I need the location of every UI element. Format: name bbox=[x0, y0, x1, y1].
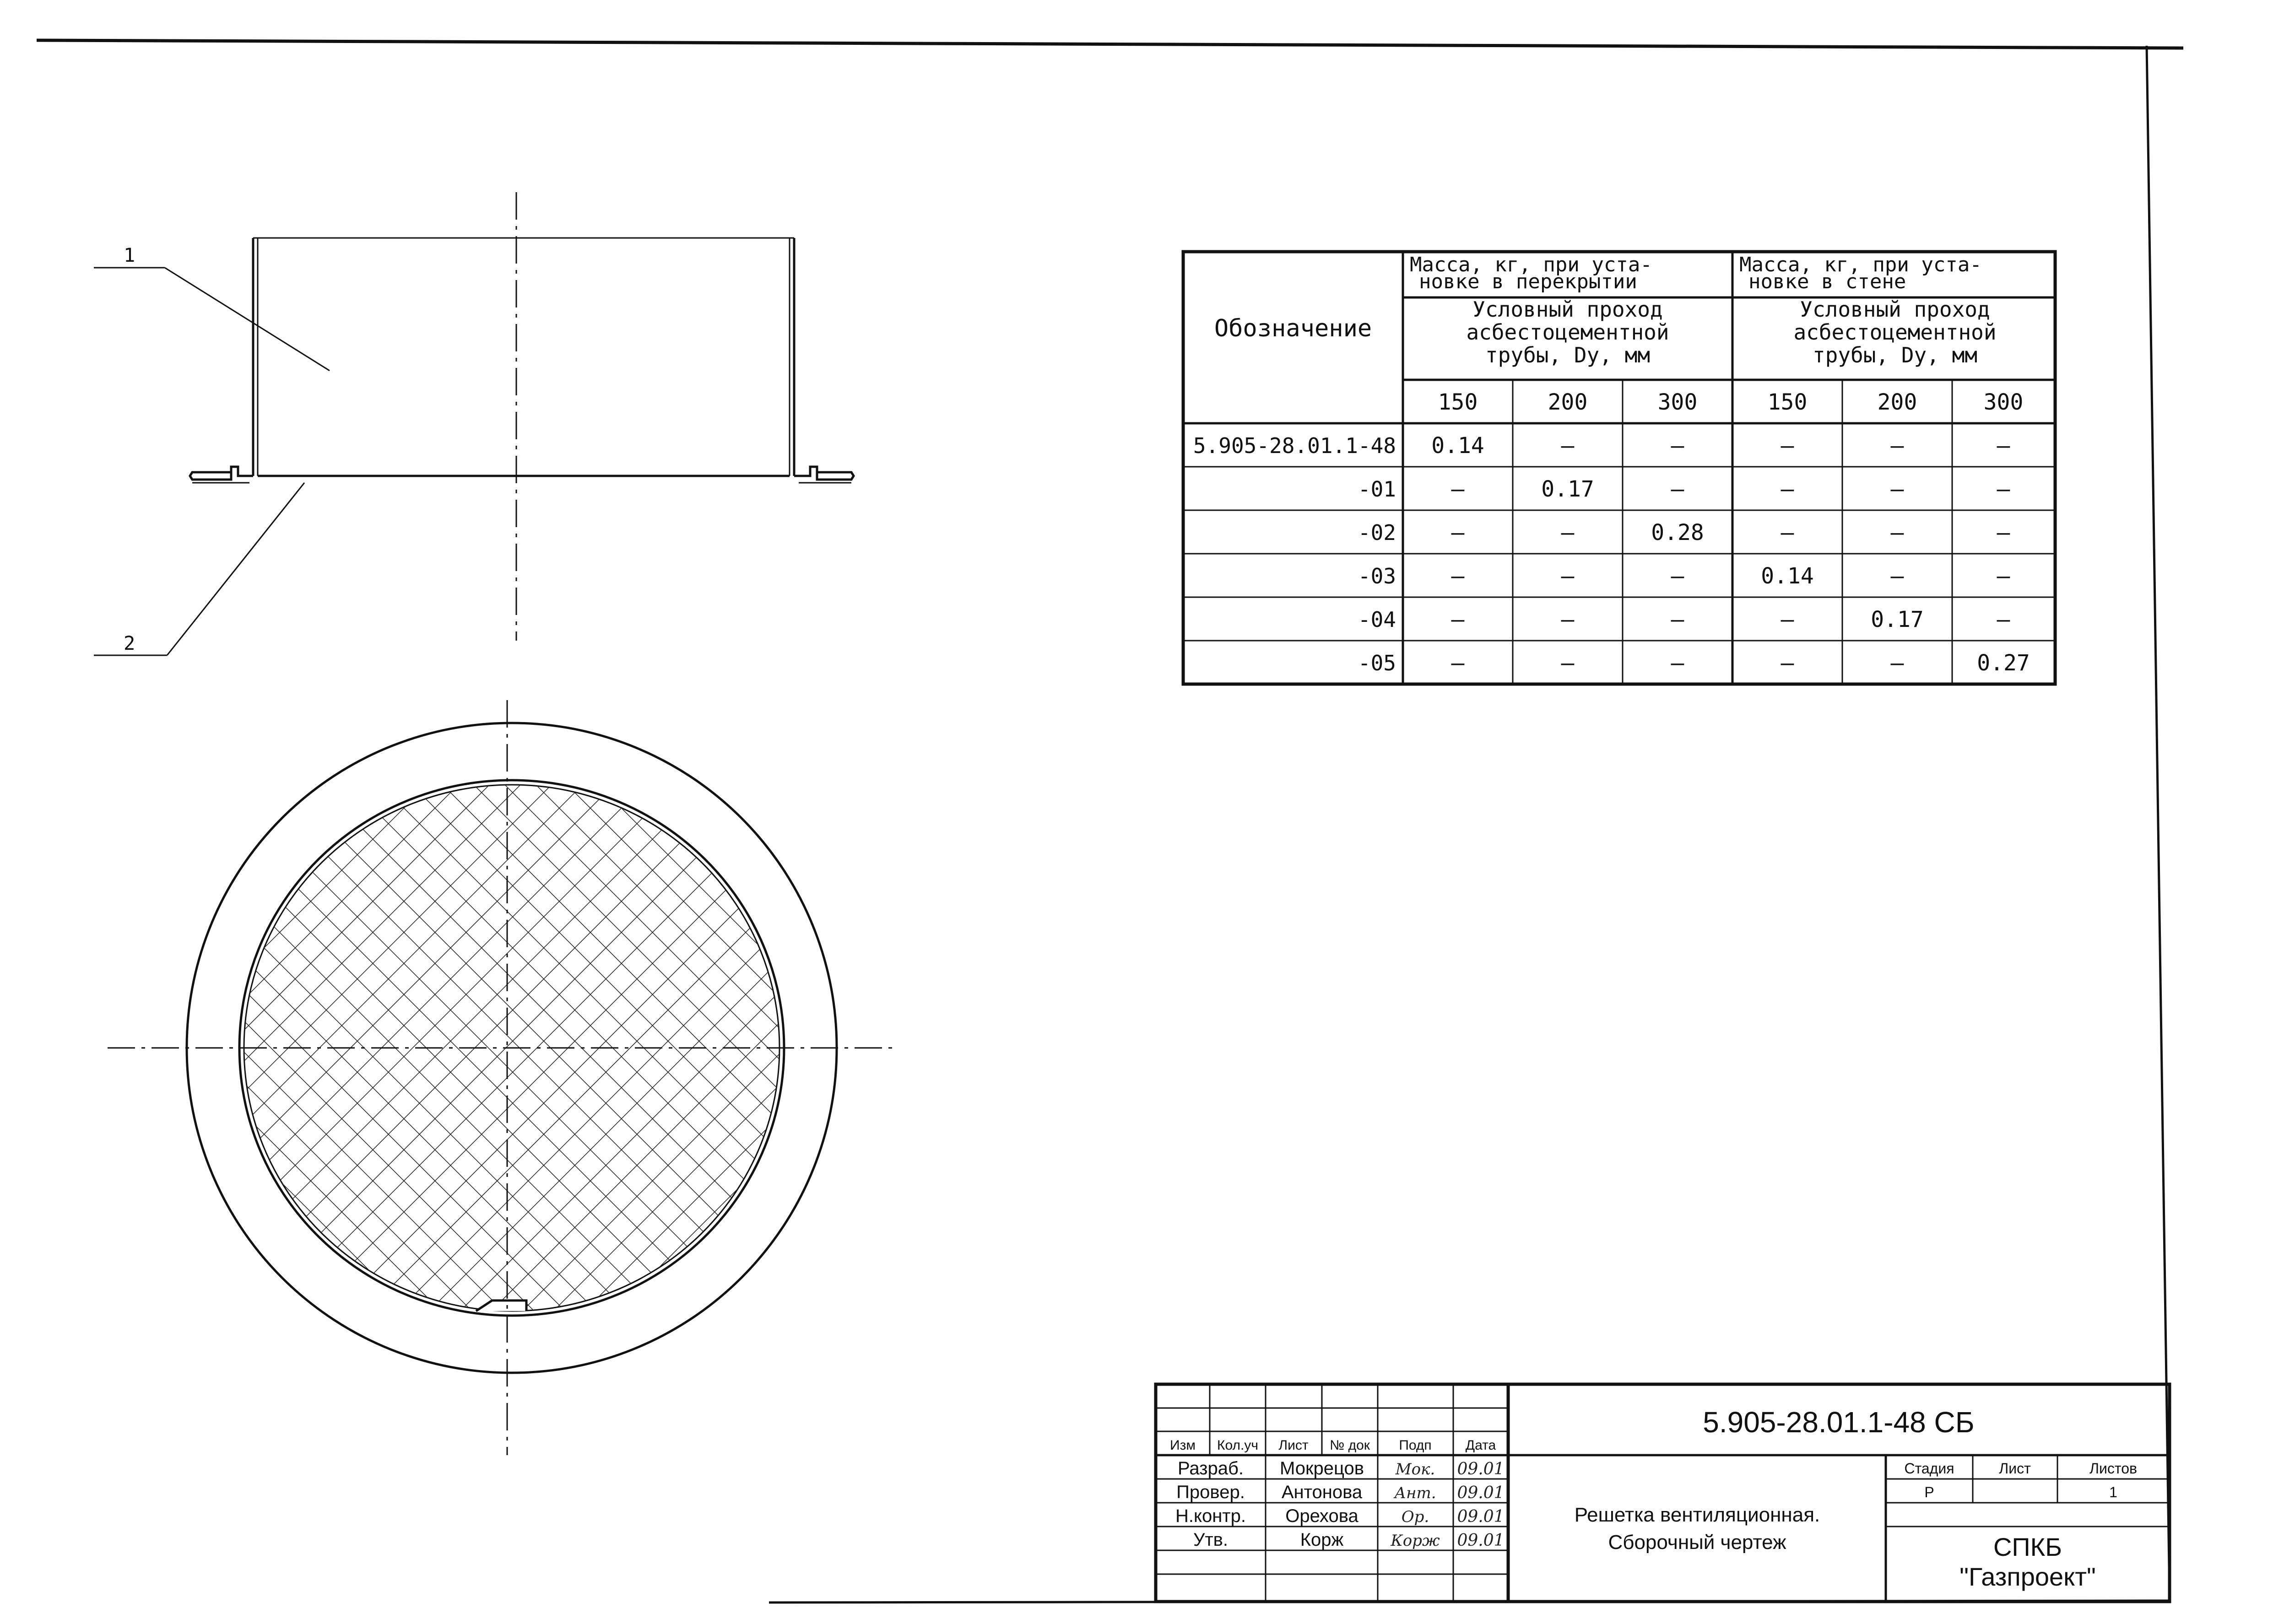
signature-role: Н.контр. bbox=[1175, 1506, 1246, 1526]
empty-cell: — bbox=[1890, 520, 1904, 545]
empty-cell: — bbox=[1781, 433, 1794, 459]
row-designation: -01 bbox=[1358, 477, 1396, 502]
ceiling-title-2: новке в перекрытии bbox=[1419, 270, 1637, 293]
wall-title-1: Масса, кг, при уста- bbox=[1739, 253, 1982, 276]
ceiling-title-1: Масса, кг, при уста- bbox=[1410, 253, 1652, 276]
title-block-col-header: Лист bbox=[1278, 1438, 1309, 1453]
sheets-value: 1 bbox=[2109, 1484, 2117, 1500]
title-block-signatures bbox=[1175, 1458, 1505, 1550]
handwritten-signature: Ант. bbox=[1394, 1484, 1436, 1502]
left-flange bbox=[190, 467, 253, 480]
row-designation: 5.905-28.01.1-48 bbox=[1193, 433, 1396, 458]
ceiling-sub-1: Условный проход bbox=[1472, 297, 1663, 322]
sheet-label: Лист bbox=[1999, 1460, 2031, 1477]
empty-cell: — bbox=[1997, 607, 2010, 632]
handwritten-signature: Мок. bbox=[1395, 1460, 1435, 1478]
sheets-label: Листов bbox=[2089, 1460, 2137, 1477]
empty-cell: — bbox=[1561, 650, 1575, 676]
empty-cell: — bbox=[1451, 520, 1465, 545]
document-code: 5.905-28.01.1-48 СБ bbox=[1703, 1406, 1975, 1439]
title-block bbox=[1156, 1384, 2170, 1602]
empty-cell: — bbox=[1671, 476, 1684, 502]
organization-1: СПКБ bbox=[1993, 1532, 2062, 1561]
right-flange bbox=[794, 467, 854, 480]
diameter-header-row bbox=[1438, 389, 2024, 415]
signature-role: Утв. bbox=[1193, 1530, 1229, 1550]
empty-cell: — bbox=[1671, 650, 1684, 676]
row-designation: -05 bbox=[1358, 651, 1396, 675]
empty-cell: — bbox=[1781, 476, 1794, 502]
stage-label: Стадия bbox=[1904, 1460, 1954, 1477]
row-designation: -03 bbox=[1358, 564, 1396, 588]
signature-name: Орехова bbox=[1285, 1506, 1358, 1526]
empty-cell: — bbox=[1781, 520, 1794, 545]
callout-1-label: 1 bbox=[124, 244, 135, 266]
signature-name: Антонова bbox=[1281, 1482, 1363, 1502]
empty-cell: — bbox=[1451, 650, 1465, 676]
ceiling-sub-3: трубы, Dy, мм bbox=[1485, 343, 1651, 367]
ceiling-sub-2: асбестоцементной bbox=[1466, 320, 1669, 345]
diameter-header: 150 bbox=[1767, 389, 1808, 415]
organization-2: "Газпроект" bbox=[1959, 1562, 2096, 1591]
title-block-col-header: Дата bbox=[1465, 1438, 1496, 1453]
empty-cell: — bbox=[1671, 563, 1684, 589]
row-designation: -02 bbox=[1358, 520, 1396, 545]
empty-cell: — bbox=[1451, 476, 1465, 502]
empty-cell: — bbox=[1451, 607, 1465, 632]
empty-cell: — bbox=[1890, 433, 1904, 459]
handwritten-signature: Ор. bbox=[1401, 1508, 1429, 1526]
mass-value: 0.28 bbox=[1651, 520, 1704, 545]
empty-cell: — bbox=[1997, 433, 2010, 459]
empty-cell: — bbox=[1561, 607, 1575, 632]
empty-cell: — bbox=[1561, 433, 1575, 459]
empty-cell: — bbox=[1671, 607, 1684, 632]
designation-header: Обозначение bbox=[1214, 315, 1372, 342]
diameter-header: 200 bbox=[1877, 389, 1917, 415]
drawing-title-2: Сборочный чертеж bbox=[1608, 1531, 1786, 1554]
handwritten-signature: Корж bbox=[1391, 1532, 1440, 1550]
empty-cell: — bbox=[1561, 563, 1575, 589]
plan-view bbox=[108, 700, 893, 1455]
diameter-header: 300 bbox=[1657, 389, 1698, 415]
side-view bbox=[190, 192, 854, 641]
title-block-col-header: Изм bbox=[1170, 1438, 1196, 1453]
mass-value: 0.27 bbox=[1977, 650, 2030, 676]
signature-name: Корж bbox=[1300, 1530, 1344, 1550]
stage-value: Р bbox=[1924, 1484, 1934, 1500]
mass-value: 0.17 bbox=[1541, 476, 1594, 502]
title-block-col-header: Подп bbox=[1399, 1438, 1432, 1453]
mass-value: 0.14 bbox=[1431, 433, 1484, 459]
signature-role: Провер. bbox=[1176, 1482, 1245, 1502]
empty-cell: — bbox=[1890, 650, 1904, 676]
empty-cell: — bbox=[1890, 476, 1904, 502]
title-block-col-header: № док bbox=[1330, 1438, 1370, 1453]
wall-sub-1: Условный проход bbox=[1800, 297, 1990, 322]
title-block-col-headers bbox=[1170, 1438, 1496, 1453]
diameter-header: 300 bbox=[1983, 389, 2024, 415]
wall-title-2: новке в стене bbox=[1748, 270, 1906, 293]
callout-1 bbox=[94, 244, 330, 371]
row-designation: -04 bbox=[1358, 607, 1396, 632]
signature-date: 09.01 bbox=[1457, 1531, 1505, 1550]
empty-cell: — bbox=[1561, 520, 1575, 545]
callout-2 bbox=[94, 483, 304, 655]
empty-cell: — bbox=[1997, 476, 2010, 502]
empty-cell: — bbox=[1997, 520, 2010, 545]
mass-value: 0.14 bbox=[1761, 563, 1814, 589]
wall-sub-3: трубы, Dy, мм bbox=[1812, 343, 1978, 367]
empty-cell: — bbox=[1671, 433, 1684, 459]
empty-cell: — bbox=[1997, 563, 2010, 589]
signature-role: Разраб. bbox=[1177, 1458, 1244, 1478]
signature-name: Мокрецов bbox=[1280, 1458, 1364, 1478]
empty-cell: — bbox=[1890, 563, 1904, 589]
empty-cell: — bbox=[1451, 563, 1465, 589]
diameter-header: 200 bbox=[1548, 389, 1588, 415]
signature-date: 09.01 bbox=[1457, 1507, 1505, 1526]
signature-date: 09.01 bbox=[1457, 1460, 1505, 1478]
callout-2-label: 2 bbox=[124, 632, 135, 654]
drawing-title-1: Решетка вентиляционная. bbox=[1574, 1504, 1820, 1526]
diameter-header: 150 bbox=[1438, 389, 1478, 415]
empty-cell: — bbox=[1781, 650, 1794, 676]
mass-value: 0.17 bbox=[1871, 607, 1924, 632]
title-block-col-header: Кол.уч bbox=[1217, 1438, 1258, 1453]
signature-date: 09.01 bbox=[1457, 1484, 1505, 1502]
spec-table bbox=[1183, 252, 2055, 684]
wall-sub-2: асбестоцементной bbox=[1793, 320, 1997, 345]
empty-cell: — bbox=[1781, 607, 1794, 632]
